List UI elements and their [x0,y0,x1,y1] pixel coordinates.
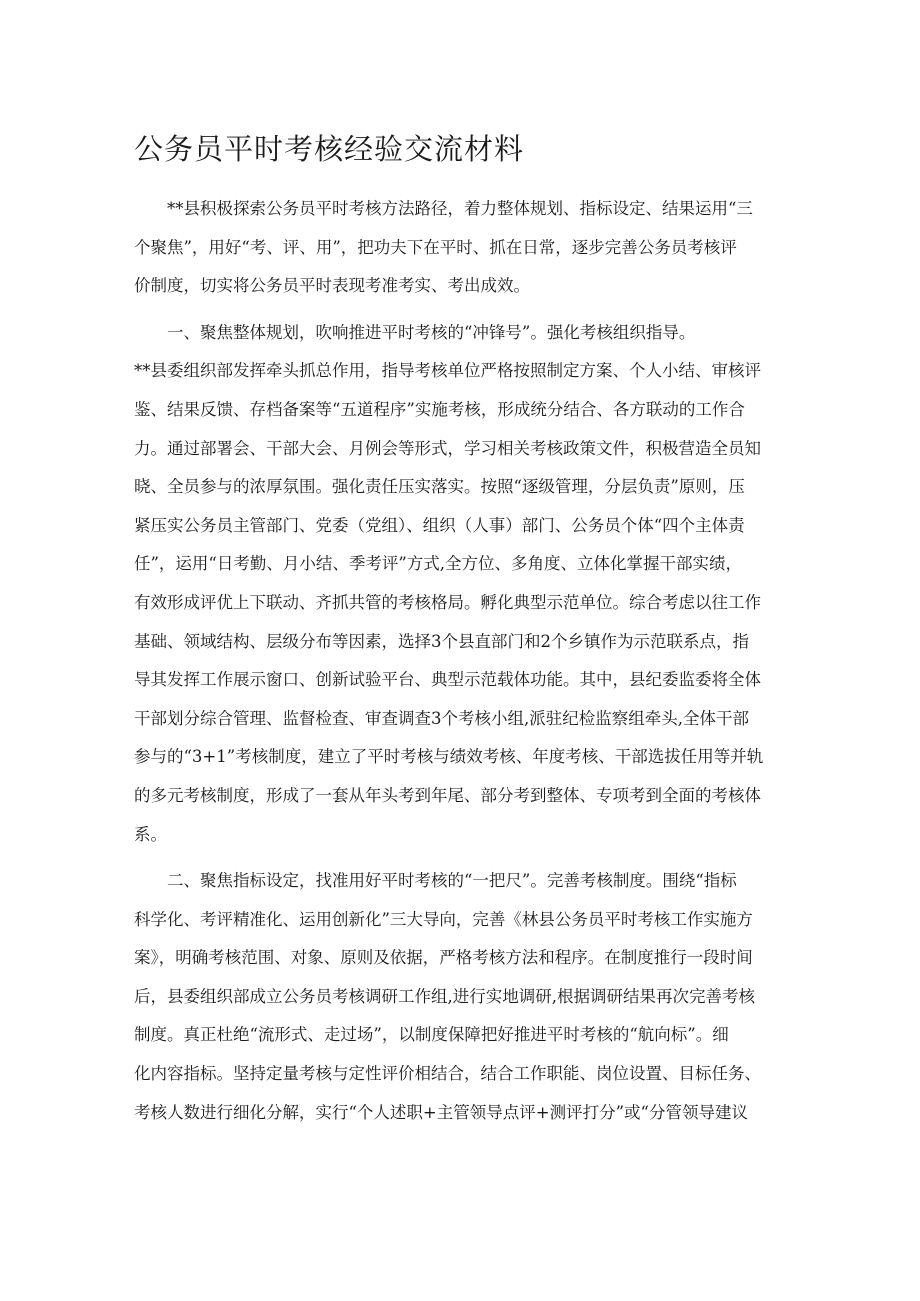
body-line: 基础、领域结构、层级分布等因素，选择3个县直部门和2个乡镇作为示范联系点，指 [134,631,749,651]
body-line: 鉴、结果反馈、存档备案等“五道程序”实施考核，形成统分结合、各方联动的工作合 [134,399,745,419]
body-line: **县委组织部发挥牵头抓总作用，指导考核单位严格按照制定方案、个人小结、审核评 [134,361,761,381]
body-line: 参与的“3+1”考核制度，建立了平时考核与绩效考核、年度考核、干部选拔任用等并轨 [134,747,764,767]
body-line: 有效形成评优上下联动、齐抓共管的考核格局。孵化典型示范单位。综合考虑以往工作 [134,592,761,612]
body-line: 考核人数进行细化分解，实行“个人述职+主管领导点评+测评打分”或“分管领导建议 [134,1102,748,1122]
document-title: 公务员平时考核经验交流材料 [134,132,525,166]
body-line: 案》，明确考核范围、对象、原则及依据，严格考核方法和程序。在制度推行一段时间 [134,948,753,968]
body-line: 后，县委组织部成立公务员考核调研工作组,进行实地调研,根据调研结果再次完善考核 [134,986,755,1006]
document-body [134,190,794,1132]
body-line: 二、聚焦指标设定，找准用好平时考核的“一把尺”。完善考核制度。围绕“指标 [134,871,737,891]
body-line: 任”，运用“日考勤、月小结、季考评”方式,全方位、多角度、立体化掌握干部实绩， [134,554,743,574]
body-line: 系。 [134,824,167,844]
body-line: 价制度，切实将公务员平时表现考准考实、考出成效。 [134,276,530,296]
body-line: 导其发挥工作展示窗口、创新试验平台、典型示范载体功能。其中，县纪委监委将全体 [134,670,761,690]
body-line: 力。通过部署会、干部大会、月例会等形式，学习相关考核政策文件，积极营造全员知 [134,438,761,458]
body-line: 的多元考核制度，形成了一套从年头考到年尾、部分考到整体、专项考到全面的考核体 [134,785,761,805]
body-line: 化内容指标。坚持定量考核与定性评价相结合，结合工作职能、岗位设置、目标任务、 [134,1064,761,1084]
body-line: **县积极探索公务员平时考核方法路径，着力整体规划、指标设定、结果运用“三 [134,199,753,218]
body-line: 干部划分综合管理、监督检查、审查调查3个考核小组,派驻纪检监察组牵头,全体干部 [134,708,749,728]
body-line: 紧压实公务员主管部门、党委（党组）、组织（人事）部门、公务员个体“四个主体责 [134,515,745,535]
body-line: 科学化、考评精准化、运用创新化”三大导向，完善《林县公务员平时考核工作实施方 [134,909,753,929]
body-line: 晓、全员参与的浓厚氛围。强化责任压实落实。按照“逐级管理，分层负责”原则，压 [134,477,745,497]
body-line: 个聚焦”，用好“考、评、用”，把功夫下在平时、抓在日常，逐步完善公务员考核评 [134,237,737,257]
body-line: 制度。真正杜绝“流形式、走过场”，以制度保障把好推进平时考核的“航向标”。细 [134,1025,729,1045]
body-line: 一、聚焦整体规划，吹响推进平时考核的“冲锋号”。强化考核组织指导。 [134,322,696,342]
